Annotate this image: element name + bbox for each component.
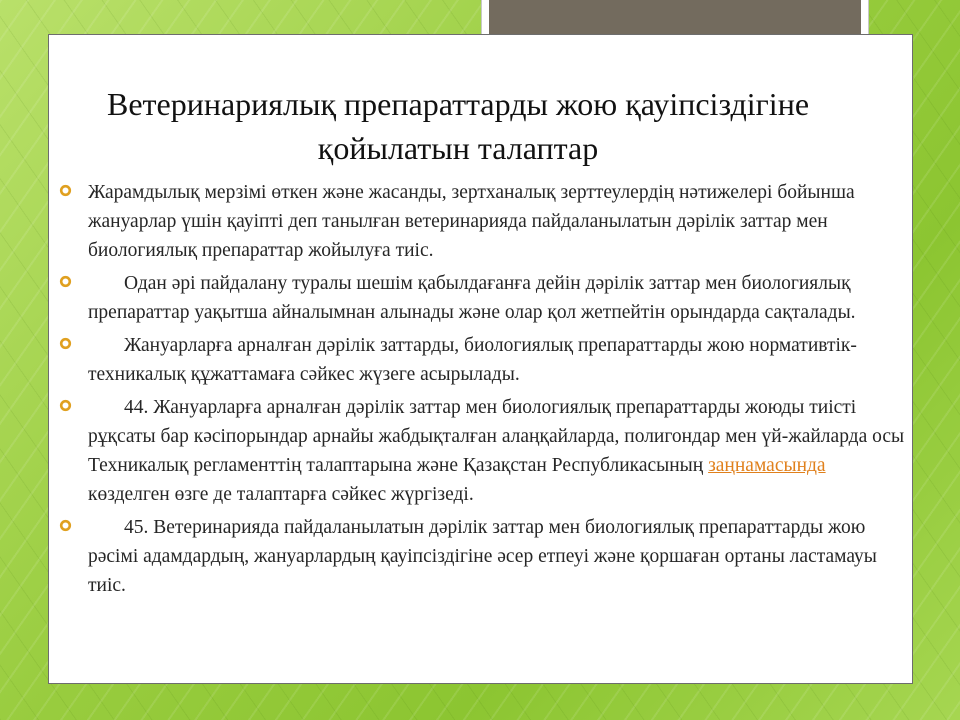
ring-bullet-icon: [59, 184, 72, 197]
bullet-text-after-link: көзделген өзге де талаптарға сәйкес жүргізеді.: [88, 484, 474, 505]
bullet-item-5: [58, 513, 908, 600]
bullet-item-3: [58, 331, 908, 389]
bullet-item-4: [58, 393, 908, 509]
ring-bullet-icon: [59, 337, 72, 350]
bullet-text: [88, 397, 904, 505]
ring-bullet-icon: [59, 399, 72, 412]
bullet-text: Жануарларға арналған дәрілік заттарды, биологиялық препараттарды жою нормативтік-техникалық құжаттамаға сәйкес жүзеге асырылады.: [88, 335, 857, 385]
slide-title: [0, 82, 916, 170]
bullet-item-2: [58, 269, 908, 327]
legislation-link[interactable]: заңнамасында: [708, 455, 826, 476]
bullet-item-1: [58, 178, 908, 265]
slide-title-line-1: Ветеринариялық препараттарды жою қауіпсіздігіне: [106, 86, 810, 122]
slide-title-line-2: қойылатын талаптар: [317, 130, 599, 166]
bullet-text: Одан әрі пайдалану туралы шешім қабылдағанға дейін дәрілік заттар мен биологиялық препараттар уақытша айналымнан алынады және олар қол жетпейтін орындарда сақталады.: [88, 273, 856, 323]
bullet-list: [58, 178, 908, 604]
bullet-text: 45. Ветеринарияда пайдаланылатын дәрілік заттар мен биологиялық препараттарды жою рәсімі адамдардың, жануарлардың қауіпсіздігіне әсер етпеуі және қоршаған ортаны ластамауы тиіс.: [88, 517, 877, 596]
ring-bullet-icon: [59, 519, 72, 532]
bullet-text: Жарамдылық мерзімі өткен және жасанды, зертханалық зерттеулердің нәтижелері бойынша жануарлар үшін қауіпті деп танылған ветеринарияда пайдаланылатын дәрілік заттар мен биологиялық препараттар жойылуға тиіс.: [88, 182, 855, 261]
bullet-text-before-link: 44. Жануарларға арналған дәрілік заттар мен биологиялық препараттарды жоюды тиісті рұқсаты бар кәсіпорындар арнайы жабдықталған алаңқайларда, полигондар мен үй-жайларда осы Техникалық регламенттің талаптарына және Қазақстан Республикасының: [88, 397, 905, 476]
ring-bullet-icon: [59, 275, 72, 288]
